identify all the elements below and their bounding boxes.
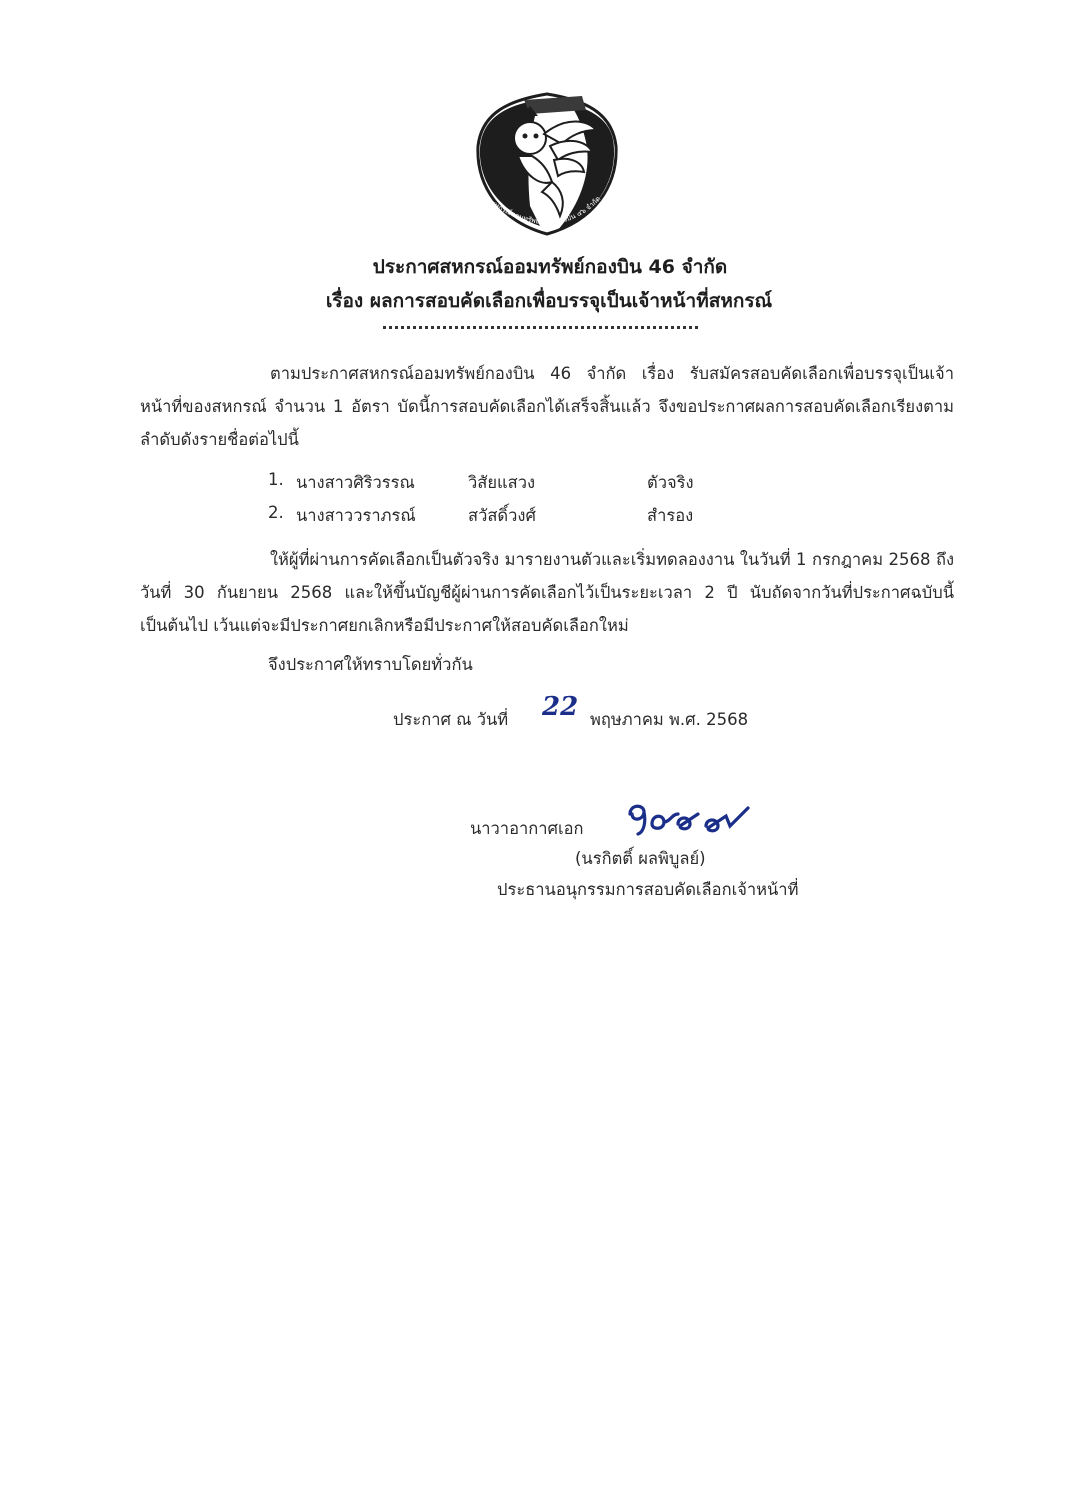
candidate-status: สำรอง xyxy=(647,506,694,525)
candidate-number: 2. xyxy=(268,503,284,522)
date-prefix: ประกาศ ณ วันที่ xyxy=(393,710,509,729)
logo-text-right: กองบิน ๔๖ จำกัด xyxy=(554,194,603,226)
candidate-number: 1. xyxy=(268,470,284,489)
candidate-last-name: วิสัยแสวง xyxy=(468,473,536,492)
signature-icon xyxy=(622,800,762,840)
closing-statement: จึงประกาศให้ทราบโดยทั่วกัน xyxy=(268,655,473,674)
announcement-title: ประกาศสหกรณ์ออมทรัพย์กองบิน 46 จำกัด xyxy=(372,256,728,278)
candidate-first-name: นางสาวศิริวรรณ xyxy=(296,473,415,492)
intro-paragraph: ตามประกาศสหกรณ์ออมทรัพย์กองบิน 46 จำกัด เรื่อง รับสมัครสอบคัดเลือกเพื่อบรรจุเป็นเจ้าหน้าที่ของสหกรณ์ จำนวน 1 อัตรา บัดนี้การสอบคัดเลือกได้เสร็จสิ้นแล้ว จึงขอประกาศผลการสอบคัดเลือกเรียงตามลำดับดังรายชื่อต่อไปนี้ xyxy=(140,364,954,449)
candidate-first-name: นางสาววราภรณ์ xyxy=(296,506,416,525)
logo-text-left: สหกรณ์ออมทรัพย์ xyxy=(488,199,541,226)
date-month-year: พฤษภาคม พ.ศ. 2568 xyxy=(590,710,749,729)
cooperative-logo-icon xyxy=(470,86,624,240)
instructions-paragraph: ให้ผู้ที่ผ่านการคัดเลือกเป็นตัวจริง มารายงานตัวและเริ่มทดลองงาน ในวันที่ 1 กรกฎาคม 2568 ถึงวันที่ 30 กันยายน 2568 และให้ขึ้นบัญชีผู้ผ่านการคัดเลือกไว้เป็นระยะเวลา 2 ปี นับถัดจากวันที่ประกาศฉบับนี้เป็นต้นไป เว้นแต่จะมีประกาศยกเลิกหรือมีประกาศให้สอบคัดเลือกใหม่ xyxy=(140,550,954,635)
date-day-handwritten: 22 xyxy=(542,692,579,722)
signer-rank: นาวาอากาศเอก xyxy=(470,819,584,838)
announcement-subject: เรื่อง ผลการสอบคัดเลือกเพื่อบรรจุเป็นเจ้าหน้าที่สหกรณ์ xyxy=(325,290,773,312)
signer-name: (นรกิตติ์ ผลพิบูลย์) xyxy=(575,849,706,868)
title-divider xyxy=(383,326,698,333)
candidate-status: ตัวจริง xyxy=(647,473,694,492)
signer-position: ประธานอนุกรรมการสอบคัดเลือกเจ้าหน้าที่ xyxy=(497,880,799,899)
candidate-last-name: สวัสดิ์วงศ์ xyxy=(468,506,536,525)
